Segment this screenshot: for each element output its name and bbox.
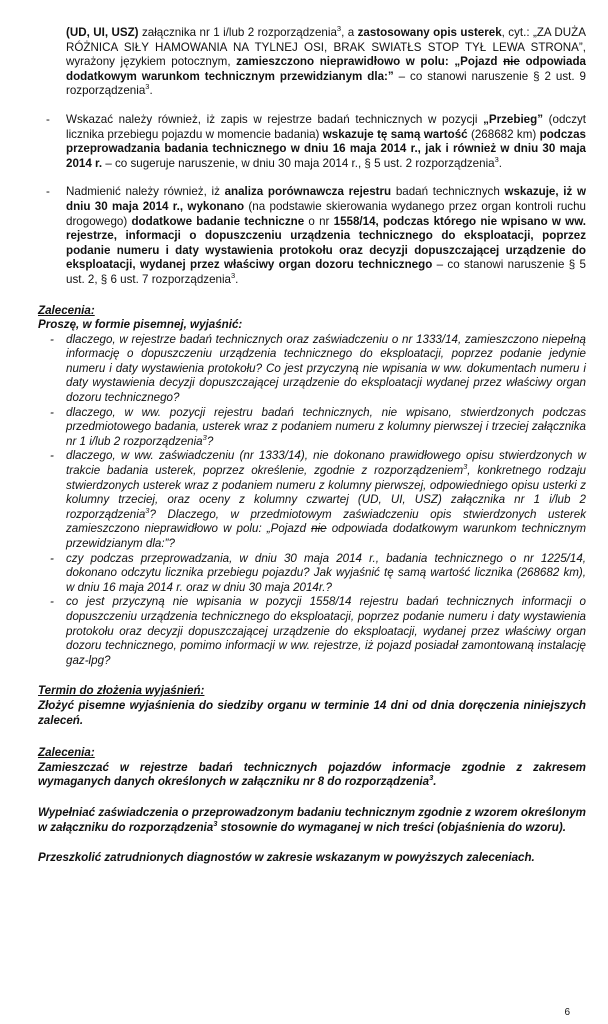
list-item: - dlaczego, w rejestrze badań technicznych oraz zaświadczeniu o nr 1333/14, zamieszczono niepełną informację o dopuszczeniu urządzenia technicznego do eksploatacji, poprzez podanie jedynie numeru i daty wystawienia protokołu? Co jest przyczyną nie wpisania w ww. dokumentach numeru i daty wystawienia decyzji dopuszczającej urządzenie do eksploatacji wydanej przez właściwy organ dozoru technicznego?: [66, 333, 586, 406]
termin-text: Złożyć pisemne wyjaśnienia do siedziby organu w terminie 14 dni od dnia doręczenia niniejszych zaleceń.: [38, 698, 586, 727]
list-item: - co jest przyczyną nie wpisania w pozycji 1558/14 rejestru badań technicznych informacji o dopuszczeniu urządzenia technicznego do eksploatacji, poprzez podanie numeru i daty wystawienia protokołu oraz decyzji dopuszczającej urządzenie do eksploatacji, wydanej przez właściwy organ dozoru technicznego, pomimo informacji w ww. rejestrze, iż pojazd posiadał zamontowaną instalację gaz-lpg?: [66, 595, 586, 668]
zalecenie-zaswiadczenia: Wypełniać zaświadczenia o przeprowadzonym badaniu technicznym zgodnie z wzorem określonym w załączniku do rozporządzenia$^3$ stosownie do wymaganej w nich treści (objaśnienia do wzoru).: [38, 805, 586, 834]
list-item: - dlaczego, w ww. pozycji rejestru badań technicznych, nie wpisano, stwierdzonych podczas przedmiotowego badania, usterek wraz z podaniem numeru z kolumny pierwszej i trzeciej załącznika nr 1 i/lub 2 rozporządzenia$^3$?: [66, 406, 586, 450]
section-title-zalecenia-2: Zalecenia:: [38, 746, 95, 760]
page-number: 6: [564, 1007, 570, 1018]
list-item: - czy podczas przeprowadzania, w dniu 30 maja 2014 r., badania technicznego o nr 1225/14, dokonano odczytu licznika przebiegu pojazdu? Jak wyjaśnić tę samą wartość licznika (268682 km), w dniu 16 maja 2014 r. oraz w dniu 30 maja 2014r.?: [66, 552, 586, 596]
zalecenie-szkolenie: Przeszkolić zatrudnionych diagnostów w zakresie wskazanym w powyższych zaleceniach.: [38, 851, 535, 865]
paragraph-przebieg: - Wskazać należy również, iż zapis w rejestrze badań technicznych w pozycji „Przebieg” (odczyt licznika przebiegu pojazdu w momencie badania) wskazuje tę samą wartość (268682 km) podczas przeprowadzania badania technicznego w dniu 16 maja 2014 r., jak i również w dniu 30 maja 2014 r. – co sugeruje naruszenie, w dniu 30 maja 2014 r., § 5 ust. 2 rozporządzenia$^3$.: [66, 113, 586, 171]
section-title-termin: Termin do złożenia wyjaśnień:: [38, 684, 205, 698]
list-item: - dlaczego, w ww. zaświadczeniu (nr 1333/14), nie dokonano prawidłowego opisu stwierdzonych w trakcie badania usterek, poprzez określenie, zgodnie z rozporządzeniem$^3$, konkretnego rodzaju stwierdzonych usterek wraz z podaniem numeru z kolumny pierwszej, odpowiedniego opisu usterki z kolumny trzeciej, oraz oceny z kolumny czwartej (UD, UI, USZ) załącznika nr 1 i/lub 2 rozporządzenia$^3$? Dlaczego, w przedmiotowym zaświadczeniu opis stwierdzonych usterek zamieszczono nieprawidłowo w polu: „Pojazd nie odpowiada dodatkowym warunkom technicznym przewidzianym dla:”?: [66, 449, 586, 551]
paragraph-analiza-rejestru: - Nadmienić należy również, iż analiza porównawcza rejestru badań technicznych wskazuje, iż w dniu 30 maja 2014 r., wykonano (na podstawie skierowania wydanego przez organ kontroli ruchu drogowego) dodatkowe badanie techniczne o nr 1558/14, podczas którego nie wpisano w ww. rejestrze, informacji o dopuszczeniu urządzenia technicznego do eksploatacji, poprzez podanie numeru i daty wystawienia protokołu oraz decyzji dopuszczającej urządzenie do eksploatacji, wydanej przez właściwy organ dozoru technicznego – co stanowi naruszenie § 5 ust. 2, § 6 ust. 7 rozporządzenia$^3$.: [66, 185, 586, 287]
document-page: [38, 26, 586, 866]
paragraph-usterki-opis: (UD, UI, USZ) załącznika nr 1 i/lub 2 rozporządzenia$^3$, a zastosowany opis usterek, cyt.: „ZA DUŻA RÓŻNICA SIŁY HAMOWANIA NA TYLNEJ OSI, BRAK SWIATŁS STOP TYŁ LEWA STRONA”, wyrażony językiem potocznym, zamieszczono nieprawidłowo w polu: „Pojazd nie odpowiada dodatkowym warunkom technicznym przewidzianym dla:” – co stanowi naruszenie § 2 ust. 9 rozporządzenia$^3$.: [66, 24, 586, 98]
zalecenie-rejestr: Zamieszczać w rejestrze badań technicznych pojazdów informacje zgodnie z zakresem wymaganych danych określonych w załączniku nr 8 do rozporządzenia$^3$.: [38, 760, 586, 789]
zalecenia-intro: Proszę, w formie pisemnej, wyjaśnić:: [38, 318, 243, 332]
section-title-zalecenia-1: Zalecenia:: [38, 303, 95, 317]
